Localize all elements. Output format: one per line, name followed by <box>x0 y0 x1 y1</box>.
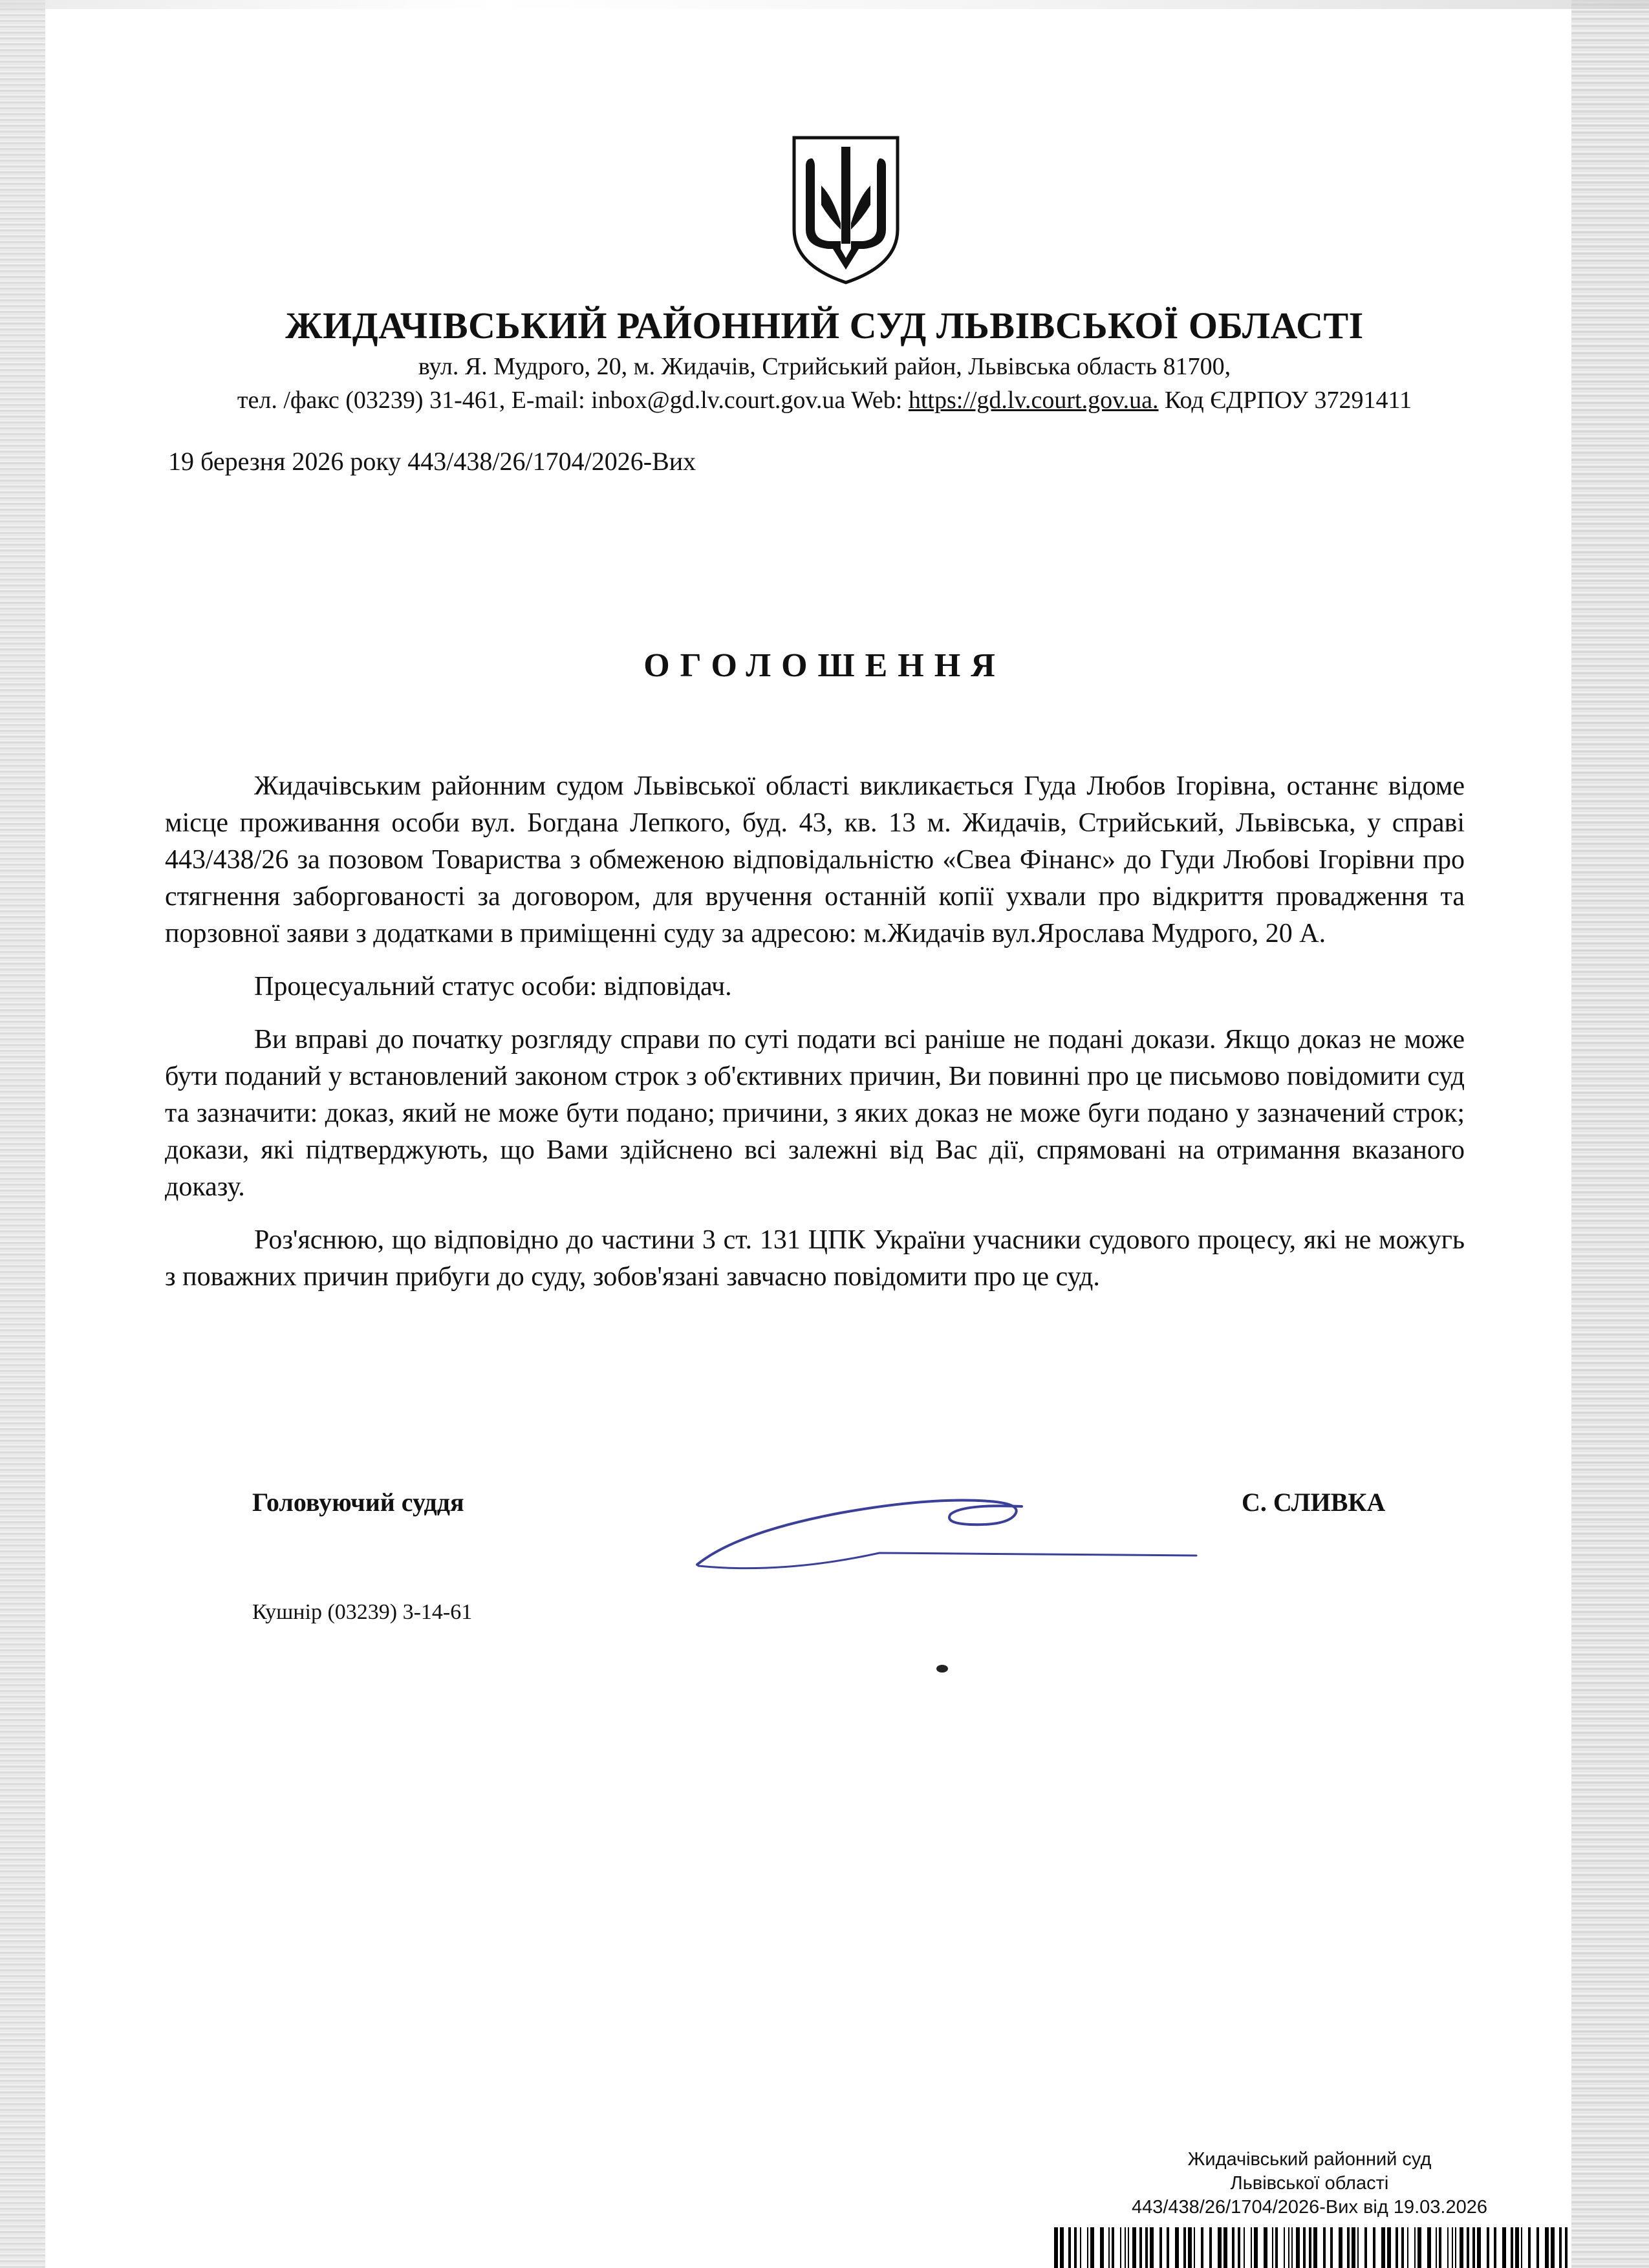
paragraph-status: Процесуальний статус особи: відповідач. <box>254 972 732 1001</box>
stamp-region: Львівської області <box>1230 2173 1389 2194</box>
court-name: ЖИДАЧІВСЬКИЙ РАЙОННИЙ СУД ЛЬВІВСЬКОЇ ОБЛАСТІ <box>285 305 1364 347</box>
document-title: ОГОЛОШЕННЯ <box>643 647 1006 684</box>
edrpou-code: Код ЄДРПОУ 37291411 <box>1158 387 1412 414</box>
handwritten-signature <box>685 1461 1203 1571</box>
signer-role: Головуючий суддя <box>252 1488 464 1517</box>
scan-speck <box>936 1665 948 1673</box>
court-contacts <box>0 386 1649 414</box>
executor-contact: Кушнір (03239) 3-14-61 <box>252 1600 473 1624</box>
barcode-icon <box>1054 2227 1571 2268</box>
stamp-reference: 443/438/26/1704/2026-Вих від 19.03.2026 <box>1131 2197 1487 2218</box>
paragraph-summons: Жидачівським районним судом Львівської області викликається Гуда Любов Ігорівна, останнє відоме місце проживання особи вул. Богдана Лепкого, буд. 43, кв. 13 м. Жидачів, Стрийський, Львівська, у справі 443/438/26 за позовом Товариства з обмеженою відповідальністю «Свеа Фінанс» до Гуди Любові Ігорівни про стягнення заборгованості за договором, для вручення останній копії ухвали про відкриття провадження та порзовної заяви з додатками в приміщенні суду за адресою: м.Жидачів вул.Ярослава Мудрого, 20 А. <box>165 771 1465 948</box>
date-and-reference: 19 березня 2026 року 443/438/26/1704/2026-Вих <box>168 447 696 476</box>
court-address: вул. Я. Мудрого, 20, м. Жидачів, Стрийський район, Львівська область 81700, <box>418 353 1231 380</box>
signer-name: С. СЛИВКА <box>1242 1488 1386 1517</box>
stamp-court: Жидачівський районний суд <box>1187 2149 1432 2170</box>
contact-prefix: тел. /факс (03239) 31-461, E-mail: inbox@gd.lv.court.gov.ua Web: <box>237 387 909 414</box>
document-body <box>165 768 1465 1312</box>
trident-emblem-icon <box>788 133 904 288</box>
paragraph-evidence: Ви вправі до початку розгляду справи по суті подати всі раніше не подані докази. Якщо доказ не може бути поданий у встановлений законом строк з об'єктивних причин, Ви повинні про це письмово повідомити суд та зазначити: доказ, який не може бути подано; причини, з яких доказ не може буги подано у зазначений строк; докази, які підтверджують, що Вами здійснено всі залежні від Вас дії, спрямовані на отримання вказаного доказу. <box>165 1025 1465 1202</box>
website-link[interactable]: https://gd.lv.court.gov.ua. <box>908 387 1159 414</box>
scan-edge-top <box>0 0 1649 9</box>
registration-stamp <box>1051 2148 1568 2220</box>
paragraph-notice: Роз'яснюю, що відповідно до частини 3 ст. 131 ЦПК України учасники судового процесу, які не можугь з поважних причин прибуги до суду, зобов'язані завчасно повідомити про це суд. <box>165 1225 1465 1292</box>
